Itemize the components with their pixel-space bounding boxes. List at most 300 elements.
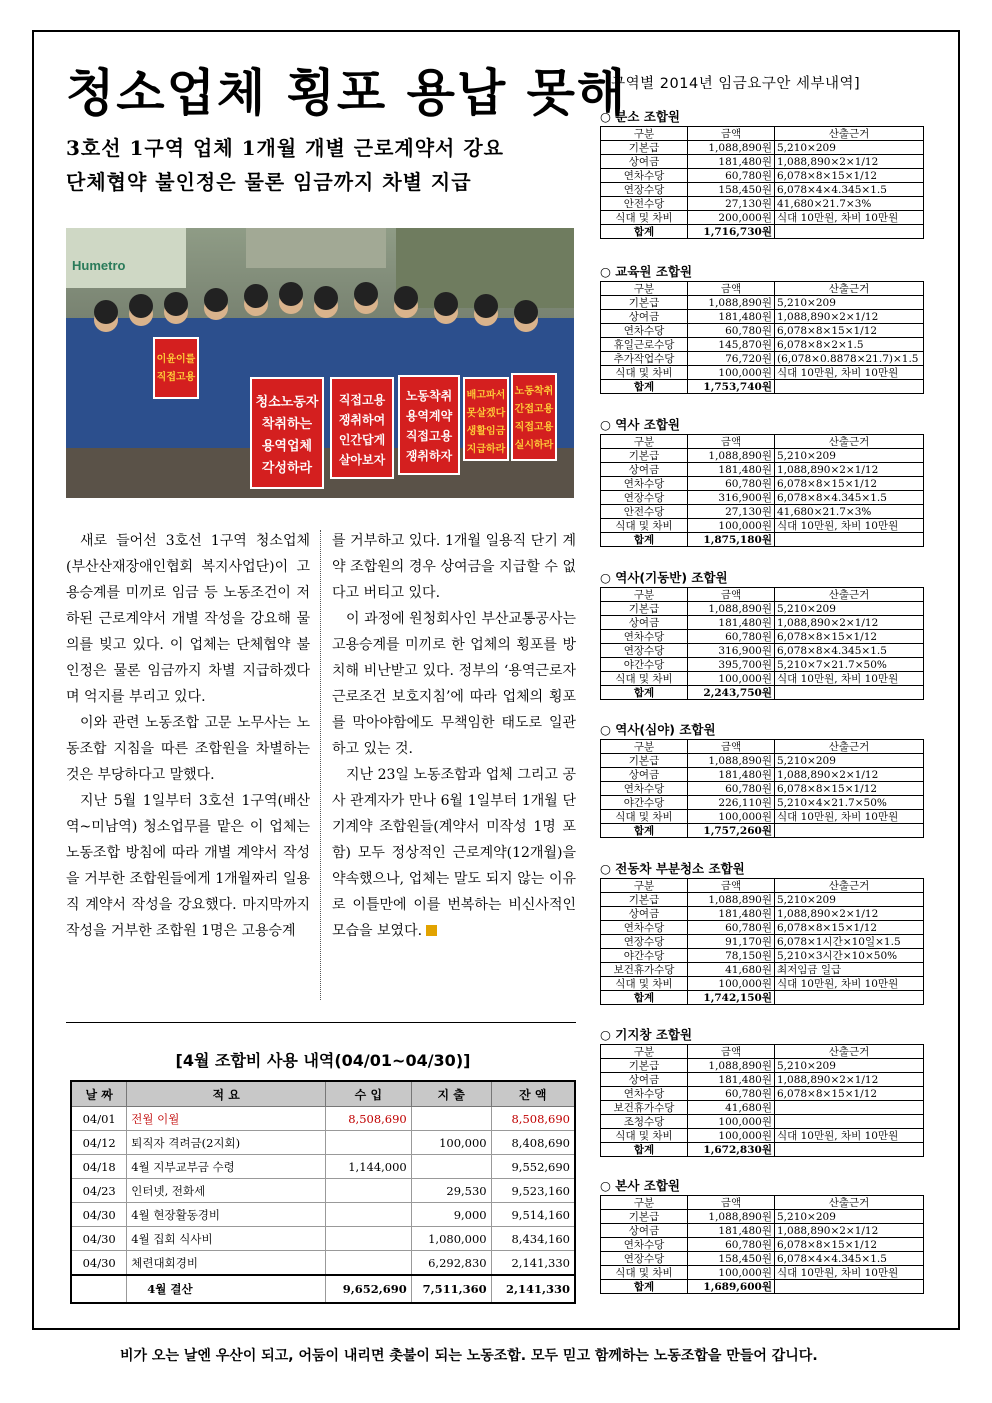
wage-row bbox=[601, 324, 924, 338]
wage-cell: 연차수당 bbox=[601, 1087, 688, 1101]
headline: 청소업체 횡포 용납 못해 bbox=[66, 64, 628, 122]
subheadline-1: 3호선 1구역 업체 1개월 개별 근로계약서 강요 bbox=[66, 136, 504, 160]
wage-cell: 식대 및 차비 bbox=[601, 519, 688, 533]
footer-slogan: 비가 오는 날엔 우산이 되고, 어둠이 내리면 촛불이 되는 노동조합. 모두 믿고 함께하는 노동조합을 만들어 갑니다. bbox=[120, 1348, 818, 1364]
finance-cell-date: 04/18 bbox=[71, 1155, 127, 1179]
wage-cell: 합계 bbox=[601, 686, 688, 700]
wage-cell: 60,780원 bbox=[688, 1087, 775, 1101]
wage-cell: 100,000원 bbox=[688, 1266, 775, 1280]
protest-sign-4 bbox=[464, 378, 508, 460]
wage-row bbox=[601, 672, 924, 686]
wage-row bbox=[601, 296, 924, 310]
svg-text:용역계약: 용역계약 bbox=[405, 409, 453, 423]
finance-row bbox=[71, 1251, 575, 1276]
wage-cell: 27,130원 bbox=[688, 197, 775, 211]
wage-cell: 합계 bbox=[601, 1280, 688, 1294]
wage-cell: 6,078×8×15×1/12 bbox=[775, 169, 924, 183]
finance-cell-date: 04/30 bbox=[71, 1203, 127, 1227]
wage-cell: 1,088,890×2×1/12 bbox=[775, 907, 924, 921]
wage-header-row bbox=[601, 588, 924, 602]
finance-cell-desc: 4월 지부교부금 수령 bbox=[127, 1155, 326, 1179]
wage-header-row bbox=[601, 435, 924, 449]
wage-cell: 6,078×8×15×1/12 bbox=[775, 1238, 924, 1252]
wage-cell: 226,110원 bbox=[688, 796, 775, 810]
wage-row bbox=[601, 1101, 924, 1115]
wage-header-row bbox=[601, 879, 924, 893]
wage-cell: 1,088,890×2×1/12 bbox=[775, 768, 924, 782]
wage-section-title: ○ 역사(심야) 조합원 bbox=[600, 722, 716, 737]
wage-cell: 100,000원 bbox=[688, 1129, 775, 1143]
wage-cell: 구분 bbox=[601, 282, 688, 296]
wage-cell: 158,450원 bbox=[688, 1252, 775, 1266]
wage-cell: 연장수당 bbox=[601, 491, 688, 505]
finance-cell-desc: 인터넷, 전화세 bbox=[127, 1179, 326, 1203]
wage-section-title: ○ 본사 조합원 bbox=[600, 1178, 680, 1193]
wage-cell: 100,000원 bbox=[688, 519, 775, 533]
wage-cell: 연장수당 bbox=[601, 183, 688, 197]
finance-title: [4월 조합비 사용 내역(04/01~04/30)] bbox=[175, 1051, 471, 1070]
wage-cell: 5,210×209 bbox=[775, 1210, 924, 1224]
wage-cell: 합계 bbox=[601, 380, 688, 394]
finance-cell-desc: 4월 현장활동경비 bbox=[127, 1203, 326, 1227]
wage-cell: 식대 10만원, 차비 10만원 bbox=[775, 1266, 924, 1280]
wage-cell: 상여금 bbox=[601, 463, 688, 477]
wage-cell bbox=[775, 1143, 924, 1157]
wage-cell: 6,078×8×4.345×1.5 bbox=[775, 644, 924, 658]
finance-cell-expense: 29,530 bbox=[411, 1179, 491, 1203]
wage-cell: 158,450원 bbox=[688, 183, 775, 197]
wage-cell: 1,689,600원 bbox=[688, 1280, 775, 1294]
wage-cell: 6,078×8×4.345×1.5 bbox=[775, 491, 924, 505]
wage-row bbox=[601, 1266, 924, 1280]
wage-cell: 구분 bbox=[601, 588, 688, 602]
finance-cell-income: 1,144,000 bbox=[325, 1155, 411, 1179]
svg-text:쟁취하자: 쟁취하자 bbox=[405, 449, 453, 463]
finance-cell-balance: 8,508,690 bbox=[491, 1107, 575, 1131]
wage-section-title: ○ 교육원 조합원 bbox=[600, 264, 693, 279]
wage-cell: 60,780원 bbox=[688, 782, 775, 796]
finance-cell-date: 04/01 bbox=[71, 1107, 127, 1131]
wage-cell: 상여금 bbox=[601, 310, 688, 324]
wage-cell: 기본급 bbox=[601, 449, 688, 463]
wage-cell: 181,480원 bbox=[688, 463, 775, 477]
wage-cell bbox=[775, 533, 924, 547]
wage-cell: 식대 및 차비 bbox=[601, 1129, 688, 1143]
wage-row bbox=[601, 754, 924, 768]
wage-row bbox=[601, 1073, 924, 1087]
wage-row bbox=[601, 963, 924, 977]
wage-section bbox=[600, 1026, 924, 1157]
wage-section-title: ○ 기지창 조합원 bbox=[600, 1027, 693, 1042]
wage-cell: 1,742,150원 bbox=[688, 991, 775, 1005]
wage-cell: 금액 bbox=[688, 740, 775, 754]
wage-cell bbox=[775, 824, 924, 838]
wage-table bbox=[600, 126, 924, 239]
wage-cell: 1,088,890원 bbox=[688, 1059, 775, 1073]
wage-row bbox=[601, 310, 924, 324]
finance-cell-date: 04/12 bbox=[71, 1131, 127, 1155]
wage-row bbox=[601, 1280, 924, 1294]
wage-cell: 금액 bbox=[688, 1196, 775, 1210]
wage-cell: 1,757,260원 bbox=[688, 824, 775, 838]
wage-cell: 기본급 bbox=[601, 893, 688, 907]
subheadline-2: 단체협약 불인정은 물론 임금까지 차별 지급 bbox=[66, 170, 472, 194]
svg-text:착취하는: 착취하는 bbox=[261, 417, 313, 432]
wage-cell: 식대 10만원, 차비 10만원 bbox=[775, 211, 924, 225]
finance-cell-expense: 100,000 bbox=[411, 1131, 491, 1155]
wage-cell: 구분 bbox=[601, 127, 688, 141]
wage-row bbox=[601, 225, 924, 239]
wage-cell bbox=[775, 686, 924, 700]
wage-cell: 금액 bbox=[688, 588, 775, 602]
column-divider bbox=[320, 530, 321, 1000]
wage-cell: 1,088,890×2×1/12 bbox=[775, 155, 924, 169]
wage-cell: 금액 bbox=[688, 879, 775, 893]
wage-cell: 금액 bbox=[688, 1045, 775, 1059]
wage-header-row bbox=[601, 1196, 924, 1210]
wage-cell: 5,210×209 bbox=[775, 1059, 924, 1073]
wage-cell: 구분 bbox=[601, 879, 688, 893]
wage-cell: 식대 10만원, 차비 10만원 bbox=[775, 519, 924, 533]
wage-cell: 산출근거 bbox=[775, 1196, 924, 1210]
wage-cell: 합계 bbox=[601, 991, 688, 1005]
wage-row bbox=[601, 977, 924, 991]
protest-sign-1 bbox=[251, 378, 323, 488]
wage-section-title: ○ 분소 조합원 bbox=[600, 109, 680, 124]
finance-cell-date bbox=[71, 1275, 127, 1303]
wage-cell: 181,480원 bbox=[688, 1073, 775, 1087]
finance-cell-income bbox=[325, 1227, 411, 1251]
wage-cell: 최저임금 일급 bbox=[775, 963, 924, 977]
wage-section-title: ○ 전동차 부분청소 조합원 bbox=[600, 861, 745, 876]
wage-cell: 181,480원 bbox=[688, 310, 775, 324]
finance-cell-balance: 2,141,330 bbox=[491, 1251, 575, 1276]
finance-cell-income bbox=[325, 1179, 411, 1203]
svg-text:각성하라: 각성하라 bbox=[261, 461, 313, 476]
wage-row bbox=[601, 1087, 924, 1101]
finance-header: 지 출 bbox=[411, 1081, 491, 1107]
wage-section-title: ○ 역사 조합원 bbox=[600, 417, 680, 432]
wage-cell: 연장수당 bbox=[601, 644, 688, 658]
wage-cell: 5,210×3시간×10×50% bbox=[775, 949, 924, 963]
wage-row bbox=[601, 893, 924, 907]
wage-row bbox=[601, 1115, 924, 1129]
wage-row bbox=[601, 658, 924, 672]
wage-row bbox=[601, 1143, 924, 1157]
wage-cell: 145,870원 bbox=[688, 338, 775, 352]
wage-cell: 상여금 bbox=[601, 768, 688, 782]
finance-cell-balance: 9,523,160 bbox=[491, 1179, 575, 1203]
wage-row bbox=[601, 824, 924, 838]
wage-cell: 합계 bbox=[601, 533, 688, 547]
finance-total-row bbox=[71, 1275, 575, 1303]
finance-cell-income: 9,652,690 bbox=[325, 1275, 411, 1303]
brand-text: Humetro bbox=[72, 258, 126, 273]
wage-row bbox=[601, 1129, 924, 1143]
wage-cell: 식대 및 차비 bbox=[601, 211, 688, 225]
wage-cell: 6,078×8×15×1/12 bbox=[775, 630, 924, 644]
wage-row bbox=[601, 616, 924, 630]
wage-row bbox=[601, 211, 924, 225]
wage-row bbox=[601, 477, 924, 491]
wage-cell: 91,170원 bbox=[688, 935, 775, 949]
wage-section bbox=[600, 263, 924, 394]
wage-cell: 5,210×4×21.7×50% bbox=[775, 796, 924, 810]
wage-cell: 연차수당 bbox=[601, 477, 688, 491]
finance-cell-expense: 7,511,360 bbox=[411, 1275, 491, 1303]
wage-row bbox=[601, 1059, 924, 1073]
wage-cell: 6,078×8×15×1/12 bbox=[775, 1087, 924, 1101]
wage-table bbox=[600, 878, 924, 1005]
wage-cell: 41,680원 bbox=[688, 1101, 775, 1115]
wage-cell: 기본급 bbox=[601, 602, 688, 616]
wage-cell: 41,680×21.7×3% bbox=[775, 197, 924, 211]
wage-cell: 395,700원 bbox=[688, 658, 775, 672]
wage-cell: 5,210×209 bbox=[775, 754, 924, 768]
svg-text:직접고용: 직접고용 bbox=[405, 429, 453, 443]
wage-cell: 식대 10만원, 차비 10만원 bbox=[775, 1129, 924, 1143]
wage-cell: 금액 bbox=[688, 127, 775, 141]
wage-cell: 60,780원 bbox=[688, 921, 775, 935]
finance-cell-date: 04/30 bbox=[71, 1227, 127, 1251]
finance-cell-balance: 8,434,160 bbox=[491, 1227, 575, 1251]
wage-section bbox=[600, 860, 924, 1005]
protest-sign-5 bbox=[512, 374, 556, 460]
wage-cell: 41,680원 bbox=[688, 963, 775, 977]
wage-row bbox=[601, 380, 924, 394]
wage-cell: 연차수당 bbox=[601, 921, 688, 935]
wage-cell: 식대 및 차비 bbox=[601, 366, 688, 380]
wage-row bbox=[601, 921, 924, 935]
wage-cell: 1,088,890×2×1/12 bbox=[775, 1073, 924, 1087]
wage-cell bbox=[775, 1115, 924, 1129]
wage-cell: 6,078×8×15×1/12 bbox=[775, 921, 924, 935]
finance-cell-balance: 9,552,690 bbox=[491, 1155, 575, 1179]
article-paragraph: 이와 관련 노동조합 고문 노무사는 노동조합 지침을 따른 조합원을 차별하는 것은 부당하다고 말했다. bbox=[66, 715, 310, 783]
wage-section bbox=[600, 569, 924, 700]
svg-text:쟁취하여: 쟁취하여 bbox=[338, 413, 386, 427]
svg-text:노동착취: 노동착취 bbox=[405, 389, 453, 403]
wage-cell: 5,210×209 bbox=[775, 602, 924, 616]
wage-cell: 100,000원 bbox=[688, 810, 775, 824]
wage-cell: 181,480원 bbox=[688, 155, 775, 169]
wage-cell: 안전수당 bbox=[601, 197, 688, 211]
wage-cell: 금액 bbox=[688, 435, 775, 449]
wage-cell: 1,088,890×2×1/12 bbox=[775, 1224, 924, 1238]
wage-cell: 5,210×209 bbox=[775, 296, 924, 310]
wage-cell: 식대 및 차비 bbox=[601, 810, 688, 824]
wage-cell: 100,000원 bbox=[688, 366, 775, 380]
finance-cell-desc: 4월 집회 식사비 bbox=[127, 1227, 326, 1251]
wage-row bbox=[601, 949, 924, 963]
wage-cell: 27,130원 bbox=[688, 505, 775, 519]
wage-cell: 6,078×8×2×1.5 bbox=[775, 338, 924, 352]
wage-cell: 상여금 bbox=[601, 155, 688, 169]
wage-header-row bbox=[601, 1045, 924, 1059]
wage-table bbox=[600, 739, 924, 838]
wage-table bbox=[600, 281, 924, 394]
wage-cell: 구분 bbox=[601, 1045, 688, 1059]
wage-section bbox=[600, 108, 924, 239]
wage-row bbox=[601, 630, 924, 644]
wage-cell: 6,078×8×15×1/12 bbox=[775, 324, 924, 338]
wage-cell: 안전수당 bbox=[601, 505, 688, 519]
wage-cell: 1,088,890원 bbox=[688, 1210, 775, 1224]
finance-cell-balance: 8,408,690 bbox=[491, 1131, 575, 1155]
wage-cell: 1,875,180원 bbox=[688, 533, 775, 547]
wage-cell: 1,088,890원 bbox=[688, 754, 775, 768]
wage-row bbox=[601, 141, 924, 155]
wage-cell: 316,900원 bbox=[688, 644, 775, 658]
svg-text:이윤이를: 이윤이를 bbox=[156, 354, 196, 365]
finance-header: 수 입 bbox=[325, 1081, 411, 1107]
svg-text:간접고용: 간접고용 bbox=[514, 404, 554, 415]
wage-row bbox=[601, 768, 924, 782]
wage-cell: 기본급 bbox=[601, 141, 688, 155]
wage-cell: 야간수당 bbox=[601, 949, 688, 963]
wage-cell: (6,078×0.8878×21.7)×1.5 bbox=[775, 352, 924, 366]
wage-cell: 6,078×1시간×10일×1.5 bbox=[775, 935, 924, 949]
article-column-2 bbox=[332, 528, 576, 944]
finance-cell-date: 04/23 bbox=[71, 1179, 127, 1203]
finance-row bbox=[71, 1203, 575, 1227]
wage-cell: 산출근거 bbox=[775, 879, 924, 893]
wage-cell: 식대 및 차비 bbox=[601, 977, 688, 991]
wage-cell: 60,780원 bbox=[688, 324, 775, 338]
wage-cell: 1,088,890원 bbox=[688, 141, 775, 155]
wage-cell: 181,480원 bbox=[688, 1224, 775, 1238]
wage-row bbox=[601, 1210, 924, 1224]
wage-cell: 연장수당 bbox=[601, 1252, 688, 1266]
wage-cell: 181,480원 bbox=[688, 907, 775, 921]
wage-cell: 5,210×209 bbox=[775, 141, 924, 155]
wage-row bbox=[601, 463, 924, 477]
wage-cell: 1,088,890원 bbox=[688, 602, 775, 616]
wage-row bbox=[601, 644, 924, 658]
wage-row bbox=[601, 782, 924, 796]
wage-row bbox=[601, 449, 924, 463]
finance-row bbox=[71, 1107, 575, 1131]
svg-text:배고파서: 배고파서 bbox=[466, 390, 506, 401]
wage-cell: 산출근거 bbox=[775, 588, 924, 602]
wage-cell: 연차수당 bbox=[601, 1238, 688, 1252]
wage-cell: 1,088,890×2×1/12 bbox=[775, 310, 924, 324]
finance-header: 잔 액 bbox=[491, 1081, 575, 1107]
wage-cell: 60,780원 bbox=[688, 477, 775, 491]
svg-text:직접고용: 직접고용 bbox=[156, 372, 196, 383]
wage-cell: 상여금 bbox=[601, 616, 688, 630]
wage-cell: 2,243,750원 bbox=[688, 686, 775, 700]
wage-cell: 휴일근로수당 bbox=[601, 338, 688, 352]
wage-row bbox=[601, 183, 924, 197]
finance-cell-expense bbox=[411, 1155, 491, 1179]
wage-cell: 보건휴가수당 bbox=[601, 1101, 688, 1115]
wage-cell: 41,680×21.7×3% bbox=[775, 505, 924, 519]
wage-row bbox=[601, 991, 924, 1005]
wage-cell: 연장수당 bbox=[601, 935, 688, 949]
wage-cell: 구분 bbox=[601, 1196, 688, 1210]
wage-cell bbox=[775, 991, 924, 1005]
wage-cell bbox=[775, 1280, 924, 1294]
wage-section bbox=[600, 416, 924, 547]
wage-table bbox=[600, 1195, 924, 1294]
wage-row bbox=[601, 169, 924, 183]
finance-cell-expense: 9,000 bbox=[411, 1203, 491, 1227]
wage-cell: 산출근거 bbox=[775, 127, 924, 141]
protest-photo bbox=[66, 228, 574, 498]
wage-cell: 6,078×4×4.345×1.5 bbox=[775, 1252, 924, 1266]
wage-table bbox=[600, 434, 924, 547]
wage-header-row bbox=[601, 282, 924, 296]
wage-cell: 기본급 bbox=[601, 754, 688, 768]
wage-row bbox=[601, 197, 924, 211]
finance-cell-expense: 1,080,000 bbox=[411, 1227, 491, 1251]
finance-cell-expense bbox=[411, 1107, 491, 1131]
svg-text:살아보자: 살아보자 bbox=[338, 453, 386, 467]
wage-cell: 연차수당 bbox=[601, 782, 688, 796]
wage-cell: 산출근거 bbox=[775, 1045, 924, 1059]
wage-cell: 야간수당 bbox=[601, 658, 688, 672]
finance-cell-income bbox=[325, 1203, 411, 1227]
wage-row bbox=[601, 505, 924, 519]
wage-cell: 상여금 bbox=[601, 907, 688, 921]
finance-row bbox=[71, 1227, 575, 1251]
wage-section bbox=[600, 1177, 924, 1294]
wage-cell: 연차수당 bbox=[601, 169, 688, 183]
wage-cell: 1,088,890원 bbox=[688, 296, 775, 310]
wage-row bbox=[601, 1252, 924, 1266]
wage-row bbox=[601, 602, 924, 616]
finance-row bbox=[71, 1179, 575, 1203]
protest-sign-6 bbox=[154, 338, 198, 398]
wage-row bbox=[601, 810, 924, 824]
wage-cell: 1,088,890×2×1/12 bbox=[775, 463, 924, 477]
wage-cell: 추가작업수당 bbox=[601, 352, 688, 366]
article-column-1 bbox=[66, 528, 310, 944]
wage-section-title: ○ 역사(기동반) 조합원 bbox=[600, 570, 728, 585]
wage-row bbox=[601, 935, 924, 949]
article-paragraph: 지난 5월 1일부터 3호선 1구역(배산역~미남역) 청소업무를 맡은 이 업체는 노동조합 방침에 따라 개별 계약서 작성을 거부한 조합원들에게 1개월짜리 일용직 계약서 작성을 강요했다. 마지막까지 작성을 거부한 조합원 1명은 고용승계 bbox=[66, 793, 310, 939]
finance-header: 적 요 bbox=[127, 1081, 326, 1107]
wage-cell: 1,088,890원 bbox=[688, 893, 775, 907]
wage-row bbox=[601, 796, 924, 810]
finance-cell-balance: 9,514,160 bbox=[491, 1203, 575, 1227]
svg-text:지급하라: 지급하라 bbox=[466, 444, 506, 455]
svg-text:노동착취: 노동착취 bbox=[514, 386, 554, 397]
wage-cell: 1,716,730원 bbox=[688, 225, 775, 239]
wage-cell: 6,078×8×15×1/12 bbox=[775, 782, 924, 796]
wage-row bbox=[601, 491, 924, 505]
wage-row bbox=[601, 533, 924, 547]
svg-text:못살겠다: 못살겠다 bbox=[466, 408, 506, 419]
wage-cell: 181,480원 bbox=[688, 768, 775, 782]
wage-row bbox=[601, 338, 924, 352]
wage-cell: 식대 10만원, 차비 10만원 bbox=[775, 672, 924, 686]
wage-cell: 식대 10만원, 차비 10만원 bbox=[775, 977, 924, 991]
wage-cell: 산출근거 bbox=[775, 282, 924, 296]
wage-cell: 100,000원 bbox=[688, 1115, 775, 1129]
finance-row bbox=[71, 1155, 575, 1179]
wage-cell: 야간수당 bbox=[601, 796, 688, 810]
wage-cell: 100,000원 bbox=[688, 977, 775, 991]
wage-cell: 5,210×209 bbox=[775, 449, 924, 463]
wage-cell: 상여금 bbox=[601, 1224, 688, 1238]
finance-cell-income bbox=[325, 1251, 411, 1276]
wage-row bbox=[601, 155, 924, 169]
finance-cell-balance: 2,141,330 bbox=[491, 1275, 575, 1303]
svg-text:생활임금: 생활임금 bbox=[466, 426, 506, 437]
wage-cell bbox=[775, 225, 924, 239]
